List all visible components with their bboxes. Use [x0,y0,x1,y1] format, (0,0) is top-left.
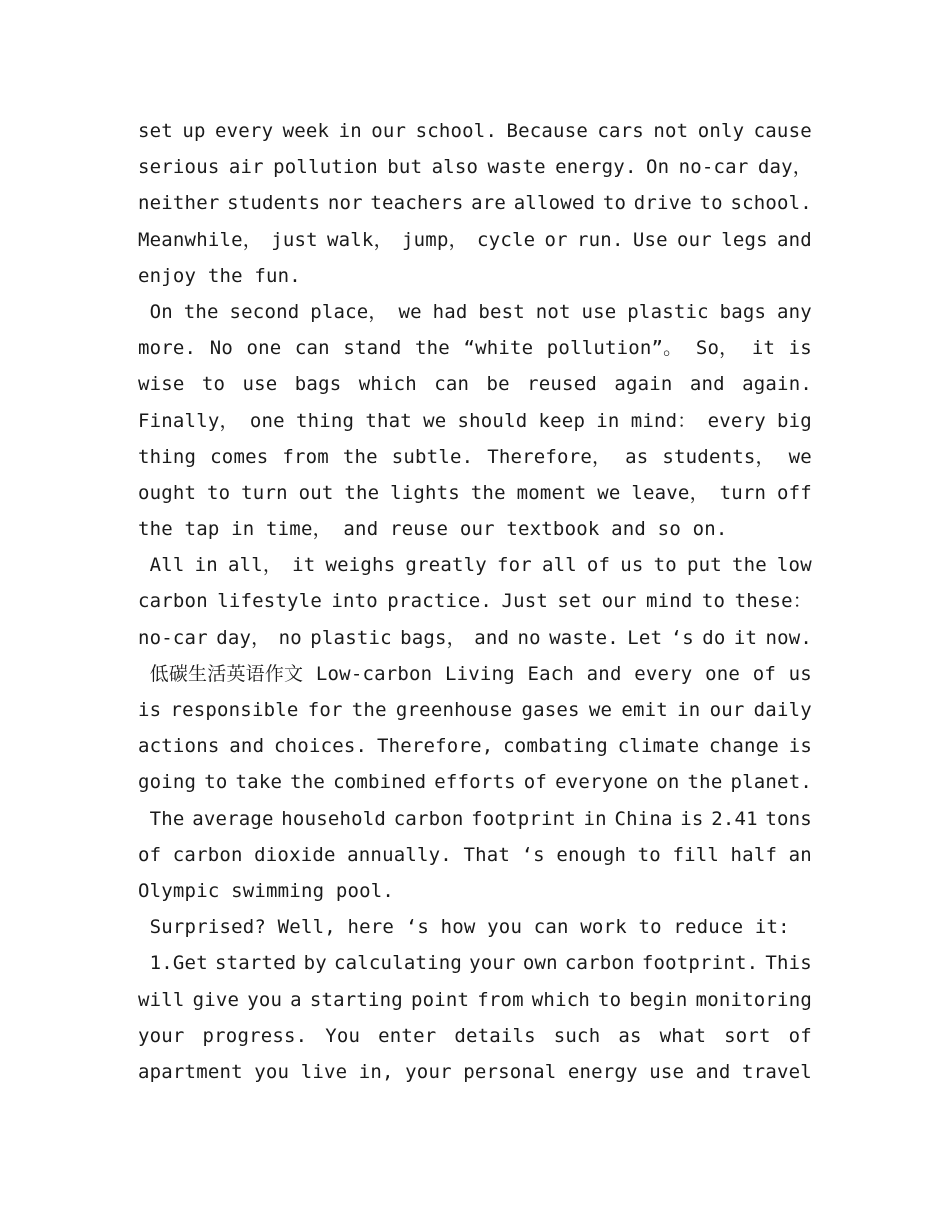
text-line: of carbon dioxide annually. That ‘s enough to fill half an [138,843,812,866]
text-line: 低碳生活英语作文 Low-carbon Living Each and every one of us [138,662,812,685]
text-line: wise to use bags which can be reused again and again. [138,373,812,396]
text-line: neither students nor teachers are allowed to drive to school. [138,192,812,215]
text-line: enjoy the fun. [138,264,301,287]
text-line: apartment you live in, your personal energy use and travel [138,1060,812,1083]
text-line: carbon lifestyle into practice. Just set our mind to these： [138,590,812,613]
text-line: is responsible for the greenhouse gases we emit in our daily [138,699,812,721]
text-line: Olympic swimming pool. [138,879,395,902]
text-line: will give you a starting point from which to begin monitoring [138,988,812,1011]
text-line: serious air pollution but also waste energy. On no-car day， [138,156,812,179]
text-line: actions and choices. Therefore, combating climate change is [138,735,812,758]
text-line: Meanwhile， just walk， jump， cycle or run. Use our legs and [138,228,812,251]
text-line: thing comes from the subtle. Therefore， as students， we [138,445,812,468]
text-line: The average household carbon footprint in China is 2.41 tons [138,807,812,830]
text-line: no-car day， no plastic bags， and no waste. Let ‘s do it now. [138,626,812,649]
text-line: the tap in time， and reuse our textbook and so on. [138,518,728,541]
text-line: All in all， it weighs greatly for all of us to put the low [138,554,812,577]
text-line: 1.Get started by calculating your own carbon footprint. This [138,952,812,975]
text-line: Surprised? Well, here ‘s how you can work to reduce it: [138,916,790,939]
text-line: your progress. You enter details such as what sort of [138,1024,812,1047]
text-line: ought to turn out the lights the moment we leave， turn off [138,481,812,504]
text-line: more. No one can stand the “white pollution”。 So， it is [138,337,812,360]
text-line: going to take the combined efforts of everyone on the planet. [138,771,812,794]
text-line: Finally， one thing that we should keep in mind： every big [138,409,812,432]
text-line: set up every week in our school. Because cars not only cause [138,120,812,142]
body-text [138,113,812,1090]
text-line: On the second place， we had best not use plastic bags any [138,300,812,323]
